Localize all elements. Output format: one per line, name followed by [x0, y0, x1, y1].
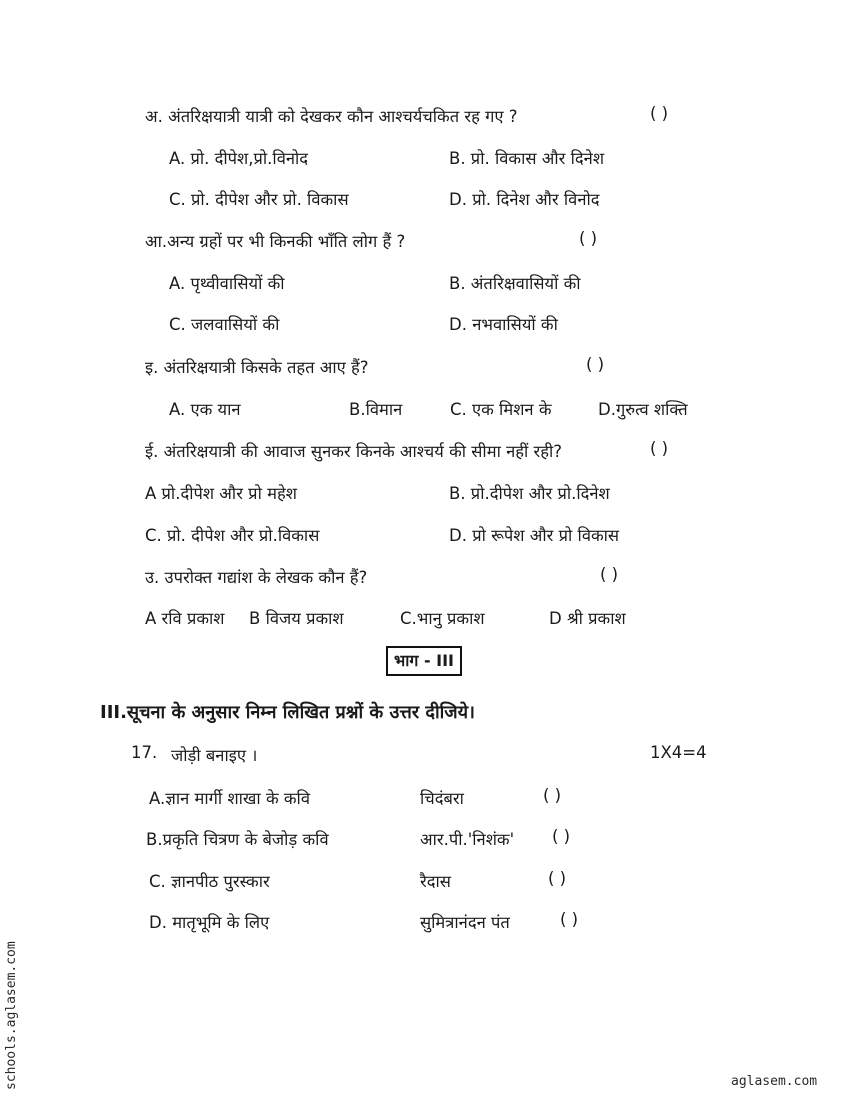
question-a-answer-bracket: ( ) — [650, 104, 669, 123]
question-17-number: 17. — [131, 743, 158, 762]
question-17-instruction: जोड़ी बनाइए । — [171, 746, 258, 765]
question-ii-option-c: C. प्रो. दीपेश और प्रो.विकास — [145, 526, 320, 545]
match-left-b: B.प्रकृति चित्रण के बेजोड़ कवि — [146, 830, 329, 849]
match-left-a: A.ज्ञान मार्गी शाखा के कवि — [149, 789, 310, 808]
question-aa-option-c: C. जलवासियों की — [169, 315, 280, 334]
match-right-c: रैदास — [420, 872, 451, 891]
question-aa-option-b: B. अंतरिक्षवासियों की — [449, 274, 581, 293]
question-i-option-b: B.विमान — [349, 400, 403, 419]
question-u-option-a: A रवि प्रकाश — [145, 609, 225, 628]
match-bracket-d: ( ) — [560, 910, 579, 929]
question-ii-option-a: A प्रो.दीपेश और प्रो महेश — [145, 484, 297, 503]
match-left-c: C. ज्ञानपीठ पुरस्कार — [149, 872, 270, 891]
match-bracket-c: ( ) — [548, 869, 567, 888]
question-aa-text: आ.अन्य ग्रहों पर भी किनकी भाँति लोग हैं ? — [145, 232, 406, 251]
question-aa-answer-bracket: ( ) — [579, 229, 598, 248]
question-a-text: अ. अंतरिक्षयात्री यात्री को देखकर कौन आश्चर्यचकित रह गए ? — [145, 107, 518, 126]
question-a-option-a: A. प्रो. दीपेश,प्रो.विनोद — [169, 149, 309, 168]
section-title: III.सूचना के अनुसार निम्न लिखित प्रश्नों के उत्तर दीजिये। — [100, 702, 475, 723]
question-ii-text: ई. अंतरिक्षयात्री की आवाज सुनकर किनके आश्चर्य की सीमा नहीं रही? — [145, 442, 563, 461]
question-u-text: उ. उपरोक्त गद्यांश के लेखक कौन हैं? — [145, 568, 368, 587]
match-right-d: सुमित्रानंदन पंत — [420, 913, 510, 932]
match-right-a: चिदंबरा — [420, 789, 464, 808]
question-i-option-d: D.गुरुत्व शक्ति — [598, 400, 688, 419]
question-u-answer-bracket: ( ) — [600, 565, 619, 584]
question-ii-answer-bracket: ( ) — [650, 439, 669, 458]
question-ii-option-d: D. प्रो रूपेश और प्रो विकास — [449, 526, 620, 545]
match-bracket-b: ( ) — [552, 827, 571, 846]
question-i-option-c: C. एक मिशन के — [450, 400, 552, 419]
question-i-answer-bracket: ( ) — [586, 355, 605, 374]
question-a-option-b: B. प्रो. विकास और दिनेश — [449, 149, 605, 168]
question-i-text: इ. अंतरिक्षयात्री किसके तहत आए हैं? — [145, 358, 369, 377]
question-17-marks: 1X4=4 — [650, 743, 707, 762]
question-ii-option-b: B. प्रो.दीपेश और प्रो.दिनेश — [449, 484, 610, 503]
footer-watermark-url: aglasem.com — [731, 1074, 818, 1089]
question-u-option-c: C.भानु प्रकाश — [400, 609, 485, 628]
question-u-option-b: B विजय प्रकाश — [249, 609, 344, 628]
match-bracket-a: ( ) — [543, 786, 562, 805]
side-watermark-url: schools.aglasem.com — [4, 941, 19, 1090]
match-left-d: D. मातृभूमि के लिए — [149, 913, 270, 932]
question-a-option-c: C. प्रो. दीपेश और प्रो. विकास — [169, 190, 349, 209]
question-u-option-d: D श्री प्रकाश — [549, 609, 626, 628]
question-aa-option-a: A. पृथ्वीवासियों की — [169, 274, 285, 293]
part-three-heading: भाग - III — [386, 646, 462, 676]
question-i-option-a: A. एक यान — [169, 400, 241, 419]
question-aa-option-d: D. नभवासियों की — [449, 315, 558, 334]
question-a-option-d: D. प्रो. दिनेश और विनोद — [449, 190, 600, 209]
match-right-b: आर.पी.'निशंक' — [420, 830, 515, 849]
